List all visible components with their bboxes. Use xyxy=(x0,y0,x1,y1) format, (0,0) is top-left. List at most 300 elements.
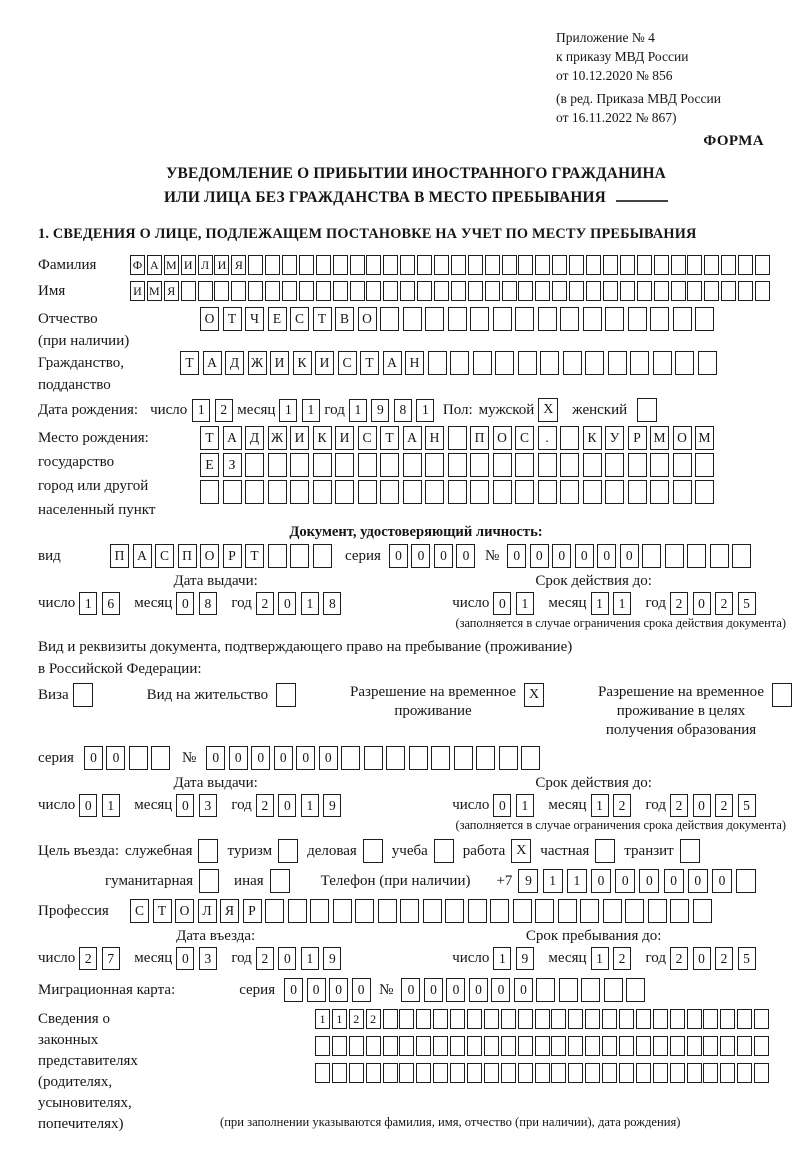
char-cell[interactable]: 6 xyxy=(102,592,120,615)
char-cell[interactable]: 9 xyxy=(371,399,389,422)
char-cell[interactable] xyxy=(720,1063,735,1083)
char-cell[interactable] xyxy=(484,1009,499,1029)
char-cell[interactable]: 1 xyxy=(516,794,534,817)
char-cell[interactable] xyxy=(445,899,464,923)
char-cell[interactable] xyxy=(619,1036,634,1056)
char-cell[interactable]: 1 xyxy=(332,1009,347,1029)
char-cell[interactable]: 0 xyxy=(434,544,453,568)
purpose-transit-checkbox[interactable] xyxy=(680,839,700,863)
profession-boxes[interactable] xyxy=(130,899,715,923)
char-cell[interactable]: Я xyxy=(220,899,239,923)
char-cell[interactable] xyxy=(245,453,264,477)
char-cell[interactable]: X xyxy=(538,398,558,422)
entry-month-boxes[interactable] xyxy=(176,947,221,970)
char-cell[interactable] xyxy=(467,1036,482,1056)
char-cell[interactable]: Р xyxy=(628,426,647,450)
char-cell[interactable] xyxy=(535,1009,550,1029)
char-cell[interactable]: . xyxy=(538,426,557,450)
char-cell[interactable] xyxy=(425,307,444,331)
char-cell[interactable]: И xyxy=(315,351,334,375)
char-cell[interactable] xyxy=(476,746,495,770)
char-cell[interactable] xyxy=(687,1009,702,1029)
char-cell[interactable] xyxy=(400,899,419,923)
char-cell[interactable] xyxy=(223,480,242,504)
char-cell[interactable] xyxy=(433,1063,448,1083)
char-cell[interactable] xyxy=(626,978,645,1002)
char-cell[interactable]: 8 xyxy=(199,592,217,615)
char-cell[interactable] xyxy=(608,351,627,375)
char-cell[interactable] xyxy=(673,480,692,504)
char-cell[interactable] xyxy=(518,1036,533,1056)
char-cell[interactable]: 0 xyxy=(446,978,465,1002)
char-cell[interactable] xyxy=(349,1063,364,1083)
char-cell[interactable] xyxy=(380,307,399,331)
issue-month-boxes[interactable] xyxy=(176,794,221,817)
char-cell[interactable]: О xyxy=(200,544,219,568)
entry-year-boxes[interactable] xyxy=(256,947,346,970)
char-cell[interactable] xyxy=(485,281,500,301)
char-cell[interactable] xyxy=(628,480,647,504)
char-cell[interactable] xyxy=(650,453,669,477)
char-cell[interactable] xyxy=(386,746,405,770)
firstname-boxes[interactable] xyxy=(130,281,772,301)
char-cell[interactable] xyxy=(265,255,280,275)
char-cell[interactable] xyxy=(454,746,473,770)
char-cell[interactable] xyxy=(620,281,635,301)
char-cell[interactable]: 0 xyxy=(206,746,225,770)
char-cell[interactable]: 0 xyxy=(688,869,708,893)
char-cell[interactable] xyxy=(755,281,770,301)
patronymic-boxes[interactable] xyxy=(200,307,718,331)
migration-series-boxes[interactable] xyxy=(284,978,374,1002)
char-cell[interactable] xyxy=(585,1063,600,1083)
char-cell[interactable] xyxy=(583,307,602,331)
char-cell[interactable] xyxy=(670,1063,685,1083)
char-cell[interactable] xyxy=(737,1063,752,1083)
char-cell[interactable] xyxy=(409,746,428,770)
char-cell[interactable]: 0 xyxy=(712,869,732,893)
char-cell[interactable] xyxy=(450,1036,465,1056)
representatives-row3-boxes[interactable] xyxy=(315,1063,771,1083)
char-cell[interactable]: 1 xyxy=(416,399,434,422)
char-cell[interactable] xyxy=(602,1036,617,1056)
char-cell[interactable] xyxy=(490,899,509,923)
char-cell[interactable] xyxy=(403,453,422,477)
purpose-work-checkbox[interactable] xyxy=(511,839,531,863)
expiry-year-boxes[interactable] xyxy=(670,794,760,817)
expiry-month-boxes[interactable] xyxy=(591,592,636,615)
char-cell[interactable] xyxy=(628,307,647,331)
doc-series-boxes[interactable] xyxy=(389,544,479,568)
char-cell[interactable] xyxy=(603,899,622,923)
char-cell[interactable] xyxy=(755,255,770,275)
char-cell[interactable] xyxy=(680,839,700,863)
char-cell[interactable] xyxy=(654,281,669,301)
char-cell[interactable] xyxy=(585,1009,600,1029)
char-cell[interactable] xyxy=(400,255,415,275)
purpose-private-checkbox[interactable] xyxy=(595,839,615,863)
char-cell[interactable]: 8 xyxy=(394,399,412,422)
char-cell[interactable] xyxy=(710,544,729,568)
char-cell[interactable]: В xyxy=(335,307,354,331)
char-cell[interactable] xyxy=(687,1063,702,1083)
char-cell[interactable] xyxy=(299,255,314,275)
char-cell[interactable] xyxy=(416,1009,431,1029)
char-cell[interactable]: 2 xyxy=(256,947,274,970)
char-cell[interactable] xyxy=(495,351,514,375)
doc-number-boxes[interactable] xyxy=(507,544,755,568)
char-cell[interactable]: 0 xyxy=(514,978,533,1002)
char-cell[interactable]: М xyxy=(650,426,669,450)
char-cell[interactable] xyxy=(754,1036,769,1056)
char-cell[interactable] xyxy=(501,1009,516,1029)
char-cell[interactable] xyxy=(448,453,467,477)
char-cell[interactable]: 1 xyxy=(302,399,320,422)
char-cell[interactable]: 2 xyxy=(670,592,688,615)
birth-year-boxes[interactable] xyxy=(349,399,439,422)
char-cell[interactable]: 2 xyxy=(366,1009,381,1029)
char-cell[interactable] xyxy=(603,281,618,301)
char-cell[interactable]: 0 xyxy=(493,592,511,615)
char-cell[interactable] xyxy=(583,453,602,477)
char-cell[interactable]: 0 xyxy=(278,592,296,615)
char-cell[interactable] xyxy=(493,453,512,477)
char-cell[interactable]: 8 xyxy=(323,592,341,615)
char-cell[interactable] xyxy=(772,683,792,707)
char-cell[interactable] xyxy=(129,746,148,770)
char-cell[interactable]: 1 xyxy=(493,947,511,970)
char-cell[interactable]: Т xyxy=(360,351,379,375)
char-cell[interactable]: 0 xyxy=(307,978,326,1002)
char-cell[interactable] xyxy=(450,1009,465,1029)
char-cell[interactable] xyxy=(364,746,383,770)
char-cell[interactable] xyxy=(451,281,466,301)
char-cell[interactable] xyxy=(585,1036,600,1056)
char-cell[interactable] xyxy=(448,307,467,331)
char-cell[interactable] xyxy=(583,480,602,504)
char-cell[interactable]: К xyxy=(313,426,332,450)
char-cell[interactable] xyxy=(535,1063,550,1083)
char-cell[interactable]: Н xyxy=(405,351,424,375)
char-cell[interactable] xyxy=(358,480,377,504)
char-cell[interactable]: 2 xyxy=(613,794,631,817)
char-cell[interactable] xyxy=(468,899,487,923)
char-cell[interactable] xyxy=(637,398,657,422)
char-cell[interactable]: 7 xyxy=(102,947,120,970)
char-cell[interactable]: 2 xyxy=(256,592,274,615)
char-cell[interactable]: Л xyxy=(198,255,213,275)
char-cell[interactable]: А xyxy=(147,255,162,275)
char-cell[interactable] xyxy=(560,426,579,450)
char-cell[interactable]: У xyxy=(605,426,624,450)
char-cell[interactable]: 0 xyxy=(251,746,270,770)
char-cell[interactable] xyxy=(403,480,422,504)
char-cell[interactable] xyxy=(636,1009,651,1029)
char-cell[interactable] xyxy=(484,1063,499,1083)
char-cell[interactable] xyxy=(602,1009,617,1029)
representatives-row1-boxes[interactable] xyxy=(315,1009,771,1029)
char-cell[interactable]: 3 xyxy=(199,794,217,817)
char-cell[interactable]: П xyxy=(178,544,197,568)
char-cell[interactable]: 1 xyxy=(543,869,563,893)
char-cell[interactable] xyxy=(366,255,381,275)
char-cell[interactable] xyxy=(383,1036,398,1056)
residence-series-boxes[interactable] xyxy=(84,746,174,770)
char-cell[interactable]: 1 xyxy=(516,592,534,615)
char-cell[interactable] xyxy=(450,351,469,375)
char-cell[interactable] xyxy=(636,1036,651,1056)
char-cell[interactable] xyxy=(515,307,534,331)
char-cell[interactable] xyxy=(628,453,647,477)
char-cell[interactable] xyxy=(450,1063,465,1083)
char-cell[interactable] xyxy=(687,255,702,275)
char-cell[interactable] xyxy=(620,255,635,275)
char-cell[interactable] xyxy=(248,255,263,275)
expiry-day-boxes[interactable] xyxy=(493,592,538,615)
char-cell[interactable]: Я xyxy=(164,281,179,301)
char-cell[interactable] xyxy=(181,281,196,301)
char-cell[interactable] xyxy=(366,281,381,301)
char-cell[interactable] xyxy=(434,839,454,863)
char-cell[interactable] xyxy=(313,544,332,568)
char-cell[interactable] xyxy=(687,281,702,301)
char-cell[interactable]: 0 xyxy=(591,869,611,893)
char-cell[interactable]: 0 xyxy=(456,544,475,568)
char-cell[interactable] xyxy=(423,899,442,923)
purpose-official-checkbox[interactable] xyxy=(198,839,218,863)
char-cell[interactable] xyxy=(282,281,297,301)
char-cell[interactable] xyxy=(278,839,298,863)
char-cell[interactable] xyxy=(605,480,624,504)
char-cell[interactable] xyxy=(383,281,398,301)
char-cell[interactable]: М xyxy=(695,426,714,450)
char-cell[interactable] xyxy=(687,544,706,568)
char-cell[interactable] xyxy=(335,480,354,504)
char-cell[interactable] xyxy=(434,255,449,275)
char-cell[interactable]: 0 xyxy=(491,978,510,1002)
char-cell[interactable]: Ч xyxy=(245,307,264,331)
char-cell[interactable] xyxy=(448,480,467,504)
char-cell[interactable] xyxy=(538,480,557,504)
char-cell[interactable]: И xyxy=(181,255,196,275)
char-cell[interactable]: Ж xyxy=(268,426,287,450)
char-cell[interactable] xyxy=(720,1009,735,1029)
char-cell[interactable]: 2 xyxy=(670,947,688,970)
char-cell[interactable] xyxy=(493,480,512,504)
char-cell[interactable] xyxy=(704,281,719,301)
char-cell[interactable] xyxy=(313,453,332,477)
char-cell[interactable] xyxy=(595,839,615,863)
char-cell[interactable]: Т xyxy=(313,307,332,331)
char-cell[interactable]: 0 xyxy=(507,544,526,568)
char-cell[interactable] xyxy=(380,480,399,504)
char-cell[interactable]: М xyxy=(147,281,162,301)
char-cell[interactable]: 0 xyxy=(639,869,659,893)
char-cell[interactable]: 0 xyxy=(278,947,296,970)
char-cell[interactable] xyxy=(332,1063,347,1083)
char-cell[interactable] xyxy=(637,281,652,301)
char-cell[interactable] xyxy=(695,307,714,331)
char-cell[interactable] xyxy=(704,255,719,275)
char-cell[interactable] xyxy=(355,899,374,923)
char-cell[interactable]: 2 xyxy=(613,947,631,970)
char-cell[interactable] xyxy=(470,307,489,331)
char-cell[interactable] xyxy=(558,899,577,923)
char-cell[interactable]: 1 xyxy=(301,794,319,817)
char-cell[interactable]: 0 xyxy=(274,746,293,770)
char-cell[interactable] xyxy=(333,255,348,275)
char-cell[interactable]: Д xyxy=(225,351,244,375)
char-cell[interactable] xyxy=(268,480,287,504)
issue-month-boxes[interactable] xyxy=(176,592,221,615)
char-cell[interactable] xyxy=(501,1036,516,1056)
char-cell[interactable]: 0 xyxy=(664,869,684,893)
issue-year-boxes[interactable] xyxy=(256,592,346,615)
char-cell[interactable] xyxy=(625,899,644,923)
issue-day-boxes[interactable] xyxy=(79,592,124,615)
char-cell[interactable]: 5 xyxy=(738,592,756,615)
char-cell[interactable]: 1 xyxy=(301,947,319,970)
char-cell[interactable] xyxy=(568,1063,583,1083)
birth-month-boxes[interactable] xyxy=(279,399,324,422)
char-cell[interactable] xyxy=(468,281,483,301)
char-cell[interactable]: Т xyxy=(180,351,199,375)
char-cell[interactable] xyxy=(433,1009,448,1029)
char-cell[interactable]: 2 xyxy=(715,947,733,970)
char-cell[interactable] xyxy=(333,281,348,301)
char-cell[interactable] xyxy=(552,281,567,301)
char-cell[interactable] xyxy=(470,453,489,477)
purpose-other-checkbox[interactable] xyxy=(270,869,290,893)
char-cell[interactable]: 0 xyxy=(552,544,571,568)
char-cell[interactable] xyxy=(670,899,689,923)
char-cell[interactable] xyxy=(560,307,579,331)
char-cell[interactable]: А xyxy=(383,351,402,375)
char-cell[interactable]: 0 xyxy=(106,746,125,770)
char-cell[interactable] xyxy=(518,1009,533,1029)
migration-number-boxes[interactable] xyxy=(401,978,649,1002)
char-cell[interactable] xyxy=(535,899,554,923)
char-cell[interactable]: И xyxy=(290,426,309,450)
doc-kind-boxes[interactable] xyxy=(110,544,335,568)
char-cell[interactable] xyxy=(551,1036,566,1056)
temp-residence-education-checkbox[interactable] xyxy=(772,683,792,707)
char-cell[interactable] xyxy=(231,281,246,301)
char-cell[interactable] xyxy=(499,746,518,770)
char-cell[interactable]: 0 xyxy=(693,794,711,817)
char-cell[interactable] xyxy=(502,255,517,275)
char-cell[interactable] xyxy=(670,1036,685,1056)
char-cell[interactable]: 1 xyxy=(102,794,120,817)
char-cell[interactable] xyxy=(703,1036,718,1056)
char-cell[interactable]: X xyxy=(524,683,544,707)
char-cell[interactable]: 9 xyxy=(323,794,341,817)
stay-year-boxes[interactable] xyxy=(670,947,760,970)
char-cell[interactable]: 0 xyxy=(284,978,303,1002)
issue-year-boxes[interactable] xyxy=(256,794,346,817)
stay-month-boxes[interactable] xyxy=(591,947,636,970)
char-cell[interactable] xyxy=(515,453,534,477)
char-cell[interactable] xyxy=(568,1009,583,1029)
char-cell[interactable] xyxy=(290,544,309,568)
char-cell[interactable] xyxy=(737,1036,752,1056)
char-cell[interactable] xyxy=(521,746,540,770)
char-cell[interactable]: Т xyxy=(200,426,219,450)
char-cell[interactable] xyxy=(431,746,450,770)
char-cell[interactable]: 1 xyxy=(591,794,609,817)
visa-checkbox[interactable] xyxy=(73,683,93,707)
char-cell[interactable] xyxy=(399,1036,414,1056)
char-cell[interactable] xyxy=(551,1063,566,1083)
expiry-month-boxes[interactable] xyxy=(591,794,636,817)
char-cell[interactable]: 0 xyxy=(597,544,616,568)
char-cell[interactable] xyxy=(316,281,331,301)
char-cell[interactable]: 0 xyxy=(176,592,194,615)
char-cell[interactable]: 0 xyxy=(389,544,408,568)
char-cell[interactable] xyxy=(720,1036,735,1056)
char-cell[interactable] xyxy=(551,1009,566,1029)
char-cell[interactable]: 0 xyxy=(469,978,488,1002)
char-cell[interactable] xyxy=(653,1063,668,1083)
char-cell[interactable]: И xyxy=(214,255,229,275)
char-cell[interactable] xyxy=(538,307,557,331)
char-cell[interactable]: 1 xyxy=(591,592,609,615)
purpose-humanitarian-checkbox[interactable] xyxy=(199,869,219,893)
char-cell[interactable] xyxy=(270,869,290,893)
char-cell[interactable]: Е xyxy=(268,307,287,331)
char-cell[interactable]: 0 xyxy=(79,794,97,817)
char-cell[interactable]: Ж xyxy=(248,351,267,375)
char-cell[interactable]: А xyxy=(203,351,222,375)
char-cell[interactable] xyxy=(349,1036,364,1056)
char-cell[interactable]: 2 xyxy=(349,1009,364,1029)
char-cell[interactable] xyxy=(265,281,280,301)
entry-day-boxes[interactable] xyxy=(79,947,124,970)
char-cell[interactable]: 2 xyxy=(670,794,688,817)
char-cell[interactable] xyxy=(358,453,377,477)
char-cell[interactable] xyxy=(400,281,415,301)
char-cell[interactable] xyxy=(502,281,517,301)
char-cell[interactable]: 0 xyxy=(620,544,639,568)
char-cell[interactable] xyxy=(619,1063,634,1083)
stay-day-boxes[interactable] xyxy=(493,947,538,970)
char-cell[interactable] xyxy=(366,1036,381,1056)
char-cell[interactable] xyxy=(333,899,352,923)
char-cell[interactable] xyxy=(536,978,555,1002)
char-cell[interactable]: Т xyxy=(223,307,242,331)
char-cell[interactable]: Е xyxy=(200,453,219,477)
char-cell[interactable] xyxy=(604,978,623,1002)
char-cell[interactable] xyxy=(642,544,661,568)
char-cell[interactable] xyxy=(721,281,736,301)
char-cell[interactable] xyxy=(603,255,618,275)
char-cell[interactable] xyxy=(151,746,170,770)
char-cell[interactable] xyxy=(650,480,669,504)
char-cell[interactable] xyxy=(586,281,601,301)
char-cell[interactable]: 1 xyxy=(567,869,587,893)
char-cell[interactable]: Т xyxy=(380,426,399,450)
char-cell[interactable] xyxy=(199,869,219,893)
char-cell[interactable]: Т xyxy=(153,899,172,923)
char-cell[interactable]: Н xyxy=(425,426,444,450)
char-cell[interactable] xyxy=(636,1063,651,1083)
char-cell[interactable] xyxy=(568,1036,583,1056)
char-cell[interactable] xyxy=(585,351,604,375)
char-cell[interactable] xyxy=(665,544,684,568)
char-cell[interactable] xyxy=(484,1036,499,1056)
char-cell[interactable] xyxy=(473,351,492,375)
char-cell[interactable]: 0 xyxy=(296,746,315,770)
